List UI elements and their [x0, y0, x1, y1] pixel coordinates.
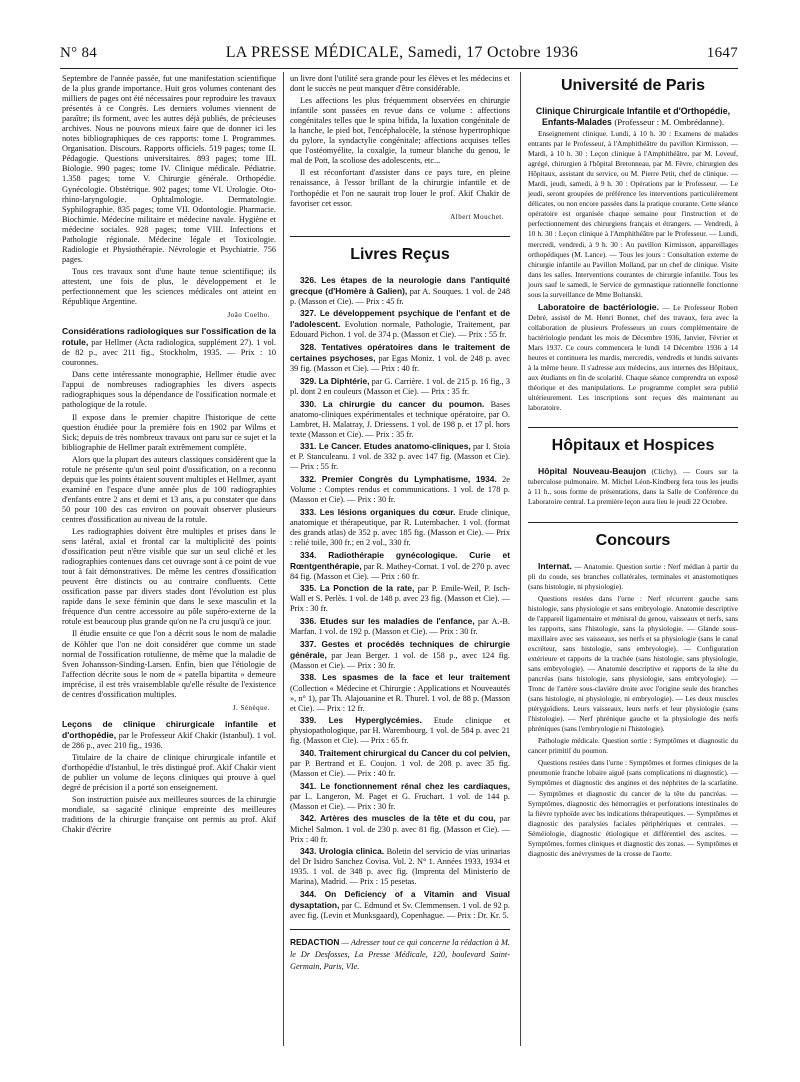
book-details: par P. Bertrand et E. Coujon. 1 vol. de 208 p. avec 35 fig. (Masson et Cie). — Prix : 40 fr.: [290, 759, 510, 779]
book-title: 340. Traitement chirurgical du Cancer du col pelvien,: [300, 747, 510, 758]
book-details: (Collection « Médecine et Chirurgie : Applications et Nouveautés », n° 1), par Th. Alajouanine et R. Thurel. 1 vol. de 88 p. (Masson et Cie). — Prix : 12 fr.: [290, 683, 510, 713]
section-title-hopitaux: Hôpitaux et Hospices: [528, 427, 738, 456]
book-details: par Michel Salmon. 1 vol. de 230 p. avec 81 fig. (Masson et Cie). — Prix : 40 fr.: [290, 814, 510, 844]
author-signature: João Coelho.: [227, 311, 270, 320]
internat-paragraph: [528, 561, 738, 592]
book-title: 327. Le développement psychique de l'enfant et de l'adolescent.: [290, 308, 510, 330]
paragraph: Pathologie médicale. Question sortie : Symptômes et diagnostic du cancer primitif du poumon.: [528, 736, 738, 756]
book-entry: [290, 748, 510, 779]
labo-text: — Le Professeur Robert Debré, assisté de M. Henri Bonnet, chef des travaux, fera avec la collaboration de plusieurs Professeurs un cours complémentaire de bactériologie pendant les mois de Décembre 1936, Janvier, Février et Mars 1937. Ce cours commencera le lundi 14 Décembre 1936 à 14 heures et continuera les mardis, mercredis, vendredis et lundis suivants à la même heure. Il s'adresse aux médecins, aux internes des Hôpitaux, aux étudiants en fin de scolarité. Chaque séance comprendra un exposé théorique et des manipulations. Le programme complet sera publié ultérieurement. Les inscriptions sont reçues dès maintenant au laboratoire.: [528, 302, 738, 413]
page-header: [60, 44, 738, 68]
book-entry: [290, 813, 510, 844]
book-entry: [290, 474, 510, 505]
paragraph: Titulaire de la chaire de clinique chirurgicale infantile et d'orthopédie d'Istanbul, le très distingué prof. Akif Chakir vient de publier un volume de leçons cliniques qui prouve à quel degré de précision il a porté son enseignement.: [62, 753, 276, 793]
paragraph: Son instruction puisée aux meilleures sources de la chirurgie mondiale, sa sagacité clinique empreinte des meilleures traditions de la chirurgie française ont permis au prof. Akif Chakir d'écrire: [62, 795, 276, 835]
book-entry: [290, 846, 510, 887]
books-list: [290, 275, 510, 921]
paragraph: Tous ces travaux sont d'une haute tenue scientifique; ils attestent, une fois de plus, le développement et le perfectionnement que les sciences médicales ont atteint en République Argentine.: [62, 266, 276, 307]
paragraph: Alors que la plupart des auteurs classiques considèrent que la rotule ne présente qu'un seul point d'ossification, on a reconnu depuis que les points étaient souvent multiples et Hellmer, ayant examiné en l'espace d'une année plus de 100 radiographies d'enfants entre 2 ans et demi et 13 ans, a pu constater que dans 50 pour 100 des cas environ on pouvait observer plusieurs centres d'ossification au niveau de la rotule.: [62, 454, 276, 524]
book-entry: [290, 399, 510, 440]
book-title: 343. Urologia clinica.: [300, 846, 385, 857]
book-entry: [290, 715, 510, 746]
book-title: 344. On Deficiency of a Vitamin and Visual dysaptation,: [290, 888, 510, 911]
book-title: 335. La Ponction de la rate,: [300, 583, 415, 594]
book-details: par I. Stoia et P. Stanculeanu. 1 vol. de 332 p. avec 147 fig. (Masson et Cie). — Prix : 55 fr.: [290, 442, 511, 472]
labo-paragraph: [528, 302, 738, 414]
redaction-label: REDACTION: [290, 937, 340, 948]
column-3: [528, 74, 738, 861]
section-title-universite: Université de Paris: [560, 77, 706, 94]
book-entry: [290, 889, 510, 921]
review-reference: par Hellmer (Acta radiologica, supplément 27). 1 vol. de 82 p., avec 211 fig., Stockholm, 1935. — Prix : 10 couronnes.: [62, 338, 277, 368]
column-2: [290, 74, 510, 975]
book-title: 329. La Diphtérie,: [300, 375, 370, 386]
paragraph: Il expose dans le premier chapitre l'historique de cette question étudiée pour la première fois en 1902 par Wilms et Sick; depuis de très nombreux travaux ont paru sur ce sujet et la bibliographie de Hellmer paraît extrêmement complète.: [62, 412, 276, 452]
book-title: 331. Le Cancer. Etudes anatomo-cliniques,: [300, 441, 471, 452]
book-details: par A.-B. Marfan. 1 vol. de 192 p. (Masson et Cie). — Prix : 30 fr.: [290, 617, 510, 637]
paragraph: Dans cette intéressante monographie, Hellmer étudie avec l'appui de nombreuses radiographies les divers aspects radiographiques sous la dépendance de l'ossification normale et pathologique de la rotule.: [62, 370, 276, 410]
review-heading: [62, 719, 276, 751]
hopital-paragraph: [528, 466, 738, 507]
book-details: Etude clinique, anatomique et thérapeutique, par R. Lutembacher. 1 vol. (format des grands atlas) de 352 p. avec 185 fig. (Masson et Cie). — Prix : relié toile, 300 fr.; en 2 vol., 330 fr.: [290, 507, 510, 547]
author-signature: J. Sénèque.: [232, 703, 270, 712]
column-divider: [520, 72, 521, 1046]
book-details: 2e Volume : Comptes rendus et communications. 1 vol. de 178 p. (Masson et Cie). — Prix : 30 fr.: [290, 475, 510, 505]
book-entry: [290, 441, 510, 472]
page-number: 1647: [706, 45, 738, 61]
book-details: par Egas Moniz. 1 vol. de 248 p. avec 39 fig. (Masson et Cie). — Prix : 40 fr.: [290, 354, 511, 374]
paragraph: Les radiographies doivent être multiples et prises dans le sens latéral, axial et frontal car la multiplicité des points d'ossification peut n'être visible que sur un seul cliché et les radiographies contenues dans cet ouvrage sont à ce point de vue tout à fait démonstratives. De même les centres d'ossification peuvent être distincts ou au contraire confluents. Cette ossification passe par divers stades dont l'évolution est plus rapide dans le sexe féminin que dans le sexe masculin et la fréquence d'un centre accessoire au pôle supéro-externe de la rotule est beaucoup plus grande qu'on ne l'a cru jusqu'à ce jour.: [62, 527, 276, 627]
book-details: par P. Emile-Weil, P. Isch-Wall et S. Perlès. 1 vol. de 148 p. avec 23 fig. (Masson et Cie). — Prix : 30 fr.: [290, 584, 510, 614]
book-title: 341. Le fonctionnement rénal chez les cardiaques,: [300, 780, 510, 791]
book-details: par Jean Berger. 1 vol. de 158 p., avec 124 fig. (Masson et Cie). — Prix : 30 fr.: [290, 650, 511, 670]
clinique-heading: [528, 106, 738, 127]
internat-label: Internat.: [538, 560, 572, 571]
section-title-livres: Livres Reçus: [290, 236, 510, 265]
book-entry: [290, 639, 510, 671]
book-title: 338. Les spasmes de la face et leur traitement: [300, 672, 510, 683]
book-entry: [290, 275, 510, 307]
book-entry: [290, 308, 510, 340]
paragraph: Il est réconfortant d'assister dans ce pays ture, en pleine renaissance, à l'essor brillant de la chirurgie infantile et de l'orthopédie et l'on ne saurait trop louer le prof. Akif Chakir de favoriser cet essor.: [290, 168, 510, 208]
review-title: Leçons de clinique chirurgicale infantile et d'orthopédie,: [62, 718, 276, 740]
column-divider: [283, 72, 284, 1046]
author-signature: Albert Mouchet.: [450, 212, 504, 221]
hopital-title: Hôpital Nouveau-Beaujon: [538, 466, 647, 477]
redaction-text: — Adresser tout ce qui concerne la rédaction à M. le Dr Desfosses, La Presse Médicale, 120, boulevard Saint-Germain, Paris, VIe.: [290, 938, 511, 972]
book-details: Evolution normale, Pathologie, Traitement, par Edouard Pichon. 1 vol. de 374 p. (Masson et Cie). — Prix : 55 fr.: [290, 320, 511, 340]
section-title-concours: Concours: [528, 522, 738, 551]
book-details: par A. Souques. 1 vol. de 248 p. (Masson et Cie). — Prix : 45 fr.: [290, 286, 511, 306]
book-title: 328. Tentatives opératoires dans le traitement de certaines psychoses,: [290, 342, 510, 364]
paragraph: Questions restées dans l'urne : Nerf récurrent gauche sans histologie, sans physiologie et sans embryologie. Anatomie descriptive de l'appareil ligamentaire et ménisral du genou, vaisseaux et nerfs, sans les rapports, sans l'histologie, sans la physiologie. — Glande sous-maxillaire avec ses vaisseaux, ses nerfs et sa physiologie (sans le canal excréteur, sans histologie, sans embryologie). — Configuration extérieure et rapports de la trachée (sans histologie, sans physiologie, sans embryologie). — Anatomie descriptive et rapports de la tête du pancréas (sans histologie, sans physiologie, sans embryologie). — Tronc de l'artère sous-clavière droite avec l'origine seule des branches (sans histologie, ni physiologie, ni embryologie). — Les deux muscles ptérygoïdiens. Leurs vaisseaux, leurs nerfs et leur physiologie (sans l'histologie). — Nerf phrénique gauche et la physiologie des nerfs phréniques (sans l'embryologie ni l'histologie).: [528, 593, 738, 734]
book-details: par G. Carrière. 1 vol. de 215 p. 16 fig., 3 pl. dont 2 en couleurs (Masson et Cie). — Prix : 35 fr.: [290, 376, 510, 396]
book-title: 326. Les étapes de la neurologie dans l'antiquité grecque (d'Homère à Galien),: [290, 274, 510, 296]
paragraph: Les affections les plus fréquemment observées en chirurgie infantile sont passées en revue dans ce volume : affections congénitales telles que le spina bifida, la luxation congénitale de la hanche, le pied bot, l'encéphalocèle, la sténose hypertrophique du pylore, la syndactylie congénitale; affections acquises telles que l'ostéomyélite, la coxalgie, la tumeur blanche du genou, le mal de Pott, la scoliose des adolescents, etc...: [290, 96, 510, 166]
paragraph: Septembre de l'année passée, fut une manifestation scientifique de la plus grande importance. Huit gros volumes contenant des milliers de pages ont été nécessaires pour reproduire les travaux présentés à ce Congrès. Les derniers volumes viennent de paraître; ils forment, avec les autres déjà publiés, de précieuses archives. Nous ne pouvons mieux faire que de donner ici les notes bibliographiques de ces rapports: tome I. Programmes. Organisation. Discours. Rapports officiels. 519 pages; tome II. Pédagogie. Questions universitaires. 893 pages; tome III. Biologie. 990 pages; tome IV. Clinique médicale. Pédiatrie. 1.358 pages; tome V. Chirurgie générale. Orthopédie. Gynécologie. Obstétrique. 902 pages; tome VI. Urologie. Oto-rhino-laryngologie. Ophtalmologie. Dermatologie. Syphilographie. 835 pages; tome VII. Odontologie. Pharmacie. Biochimie. Médecine militaire et médecine navale. Hygiène et médecine sociales. 928 pages; tome VIII. Infections et Pathologie régionale. Médecine légale et Toxicologie. Radiologie et Physiothérapie. Névrologie et Psychiatrie. 756 pages.: [62, 74, 276, 264]
book-entry: [290, 781, 510, 812]
book-title: 330. La chirurgie du cancer du poumon.: [300, 398, 485, 409]
book-title: 342. Artères des muscles de la tête et du cou,: [300, 813, 496, 824]
clinique-title: Clinique Chirurgicale Infantile et d'Orthopédie, Enfants-Malades: [535, 106, 731, 127]
book-title: 333. Les lésions organiques du cœur.: [300, 506, 456, 517]
book-entry: [290, 376, 510, 397]
review-heading: [62, 326, 276, 368]
book-details: Boletin del servicio de vias urinarias del Dr Isidro Sanchez Covisa. Vol. 2. N° 1. Années 1933, 1934 et 1935. 1 vol. de 348 p. avec fig. (Imprenta del Ministerio de Marina), Madrid. — Prix : 15 pesetas.: [290, 847, 510, 887]
book-title: 339. Les Hyperglycémies.: [300, 715, 422, 726]
paragraph: Il étudie ensuite ce que l'on a décrit sous le nom de maladie de Köhler que l'on ne doit considérer que comme un stade normal de l'ossification rotulienne, de même que la maladie de Sven Johansson-Sinding-Larsen. Enfin, bien que l'étiologie de l'affection décrite sous le nom de « patella bipartita » demeure imprécise, il est très vraisemblable qu'elle résulte de l'existence de centres d'ossification multiples.: [62, 629, 276, 699]
book-entry: [290, 507, 510, 548]
book-title: 332. Premier Congrès du Lymphatisme, 1934.: [300, 474, 497, 485]
book-title: 337. Gestes et procédés techniques de chirurgie générale,: [290, 638, 510, 660]
review-title: Considérations radiologiques sur l'ossification de la rotule,: [62, 326, 276, 348]
book-title: 336. Etudes sur les maladies de l'enfance,: [300, 616, 475, 627]
book-entry: [290, 672, 510, 713]
book-details: Bases anatomo-cliniques expérimentales et technique opératoire, par O. Lambret, H. Malatray, J. Driessens. 1 vol. de 198 p. et 17 pl. hors texte (Masson et Cie). — Prix : 35 fr.: [290, 399, 510, 439]
hopital-text: (Clichy). — Cours sur la tuberculose pulmonaire. M. Michel Léon-Kindberg fera tous les jeudis à 11 h., sous forme de présentations, dans la Salle de Conférence du Laboratoire central. La première leçon aura lieu le jeudi 22 Octobre.: [528, 467, 738, 507]
internat-text: — Anatomie. Question sortie : Nerf médian à partir du pli du coude, ses branches collatérales, terminales et anastomotiques (sans histologie, ni physiologie).: [528, 561, 739, 591]
book-details: par C. Edmund et Sv. Clemmensen. 1 vol. de 92 p. avec fig. (Levin et Munksgaard), Copenhague. — Prix : Dr. Kr. 5.: [290, 901, 510, 921]
review-reference: par le Professeur Akif Chakir (Istanbul). 1 vol. de 286 p., avec 210 fig., 1936.: [62, 730, 276, 750]
book-details: Etude clinique et physiopathologique, par H. Warembourg. 1 vol. de 584 p. avec 21 fig. (Masson et Cie). — Prix : 65 fr.: [290, 716, 510, 746]
book-entry: [290, 550, 510, 582]
book-details: par L. Langeron, M. Paget et G. Fruchart. 1 vol. de 144 p. (Masson et Cie). — Prix : 30 fr.: [290, 791, 510, 811]
book-title: 334. Radiothérapie gynécologique. Curie et Rœntgenthérapie,: [290, 549, 510, 571]
column-1: [62, 74, 276, 837]
paragraph: Questions restées dans l'urne : Symptômes et formes cliniques de la pneumonie franche lobaire aiguë (sans complications ni diagnostic). — Symptômes et diagnostic des angines et des néphrites de la scarlatine. — Symptômes et diagnostic du cancer de la tête du pancréas. — Symptômes, diagnostic des hémorragies et perforations intestinales de la fièvre typhoïde avec les indications thérapeutiques. — Symptômes et diagnostic des paralysies faciales périphériques et centrales. — Séméiologie, diagnostic étiologique et différentiel des ascites. — Symptômes, formes cliniques et diagnostic des zonas. — Symptômes et diagnostic des anévrysmes de la crosse de l'aorte.: [528, 758, 738, 858]
book-entry: [290, 342, 510, 374]
book-entry: [290, 616, 510, 637]
issue-number: N° 84: [60, 45, 98, 61]
paragraph: un livre dont l'utilité sera grande pour les élèves et les médecins et dont le succès ne peut manquer d'être considérable.: [290, 74, 510, 94]
redaction-notice: [290, 929, 510, 973]
header-rule: [60, 68, 738, 69]
labo-title: Laboratoire de bactériologie.: [538, 301, 659, 312]
book-details: par R. Mathey-Cornat. 1 vol. de 270 p. avec 84 fig. (Masson et Cie). — Prix : 60 fr.: [290, 561, 510, 581]
book-entry: [290, 583, 510, 614]
clinique-professor: (Professeur : M. Ombrédanne).: [614, 116, 725, 127]
paragraph: Enseignement clinique. Lundi, à 10 h. 30 : Examens de malades entrants par le Professeur, à l'Amphithéâtre du pavillon Kirmisson. — Mardi, à 10 h. 30 : Leçon clinique à l'Amphithéâtre, par M. Leveuf, agrégé, chirurgien à l'hôpital Bretonneau, par M. Fèvre, chirurgien des Hôpitaux, assistant du service, ou M. Pierre Petit, chef de clinique. — Mardi, jeudi, samedi, à 9 h. 30 : Opérations par le Professeur. — Le jeudi, seront groupées de préférence les interventions particulièrement délicates, ou non encore passées dans la pratique courante. Cette séance opératoire est organisée chaque semaine pour l'instruction et de perfectionnement des chirurgiens français et étrangers. — Vendredi, à 10 h. 30 : Leçon clinique à l'Amphithéâtre par le Professeur. — Lundi, mercredi, vendredi, à 9 h. 30 : Au pavillon Kirmisson, appareillages orthopédiques (M. Lance). — Tous les jours : Consultation externe de chirurgie infantile au Pavillon Molland, par un chef de clinique. Visite dans les salles. Interventions courantes de chirurgie infantile. Tous les jours sauf le samedi, le Service de gymnastique rationnelle fonctionne sous la surveillance de Mme Boltanski.: [528, 129, 738, 299]
journal-title: LA PRESSE MÉDICALE, Samedi, 17 Octobre 1936: [225, 44, 579, 61]
